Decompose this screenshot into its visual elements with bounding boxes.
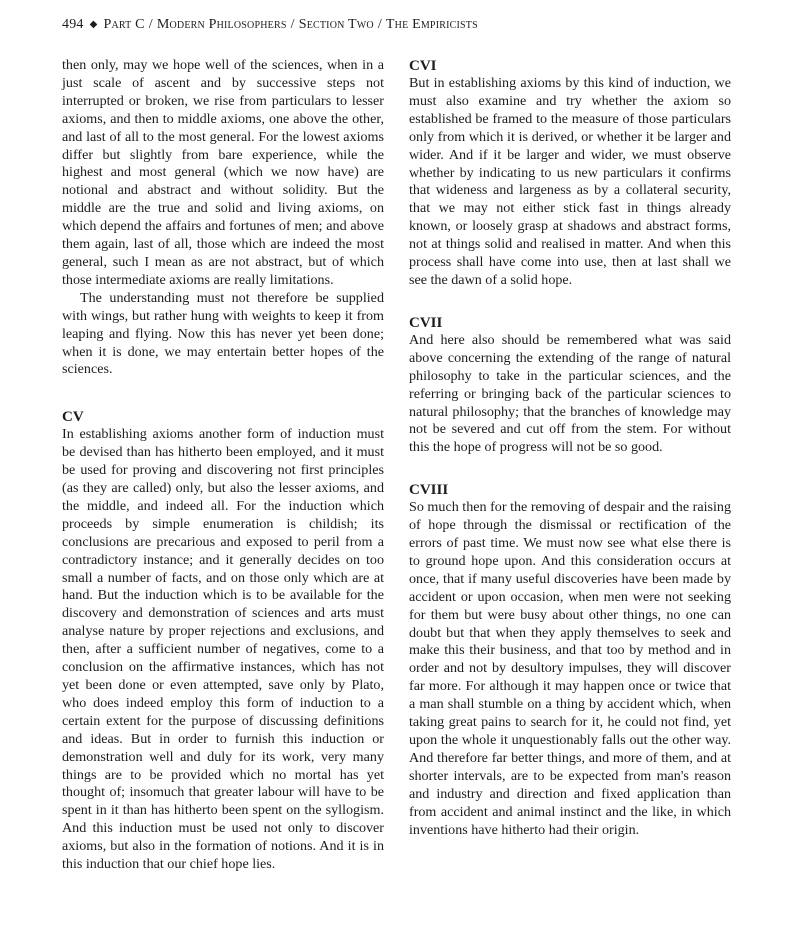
header-section-group: Modern Philosophers (156, 17, 287, 32)
header-chapter: The Empiricists (385, 17, 478, 32)
header-section: Section Two (298, 17, 374, 32)
left-column (62, 57, 384, 874)
paragraph: But in establishing axioms by this kind of induction, we must also examine and try whether the axiom so established be framed to the measure of those particulars only from which it is derived, or whether it be larger and wider. And if it be larger and wider, we must observe whether by indicating to us new particulars it confirms that wideness and largeness as by a collateral security, that we may not either stick fast in things already known, or loosely grasp at shadows and abstract forms, not at things solid and realised in matter. And when this process shall have come into use, then at last shall we see the dawn of a solid hope. (409, 75, 731, 288)
header-separator: / (290, 17, 295, 32)
paragraph: And here also should be remembered what was said above concerning the extending of the range of natural philosophy to take in the particular sciences, and the referring or bringing back of the particular sciences to natural philosophy; that the branches of knowledge may not be severed and cut off from the stem. For without this the hope of progress will not be so good. (409, 331, 731, 456)
page-number: 494 (62, 17, 84, 32)
header-separator: / (377, 17, 382, 32)
section-heading-cvi: CVI (409, 58, 437, 74)
paragraph: then only, may we hope well of the sciences, when in a just scale of ascent and by successive steps not interrupted or broken, we rise from particulars to lesser axioms, and then to middle axioms, one above the other, and last of all to the most general. For the lowest axioms differ but slightly from bare experience, while the highest and most general (which we now have) are notional and abstract and without solidity. But the middle are the true and solid and living axioms, on which depend the affairs and fortunes of men; and above them again, last of all, those which are indeed the most general, such I mean as are not abstract, but of which those intermediate axioms are really limitations. (62, 57, 384, 288)
section-heading-cv: CV (62, 409, 84, 426)
section-heading-cvii: CVII (409, 314, 443, 331)
running-header (62, 17, 478, 33)
header-separator: / (148, 17, 153, 32)
paragraph: The understanding must not therefore be supplied with wings, but rather hung with weights to keep it from leaping and flying. Now this has never yet been done; when it is done, we may entertain better hopes of the sciences. (62, 289, 384, 378)
header-part: Part C (103, 17, 145, 32)
right-column (409, 57, 731, 839)
section-heading-cviii: CVIII (409, 482, 449, 499)
diamond-ornament-icon: ◆ (89, 19, 98, 30)
paragraph: In establishing axioms another form of induction must be devised than has hitherto been employed, and it must be used for proving and discovering not first principles (as they are called) only, but also the lesser axioms, and the middle, and indeed all. For the induction which proceeds by simple enumeration is childish; its conclusions are precarious and exposed to peril from a contradictory instance; and it generally decides on too small a number of facts, and on those only which are at hand. But the induction which is to be available for the discovery and demonstration of sciences and arts must analyse nature by proper rejections and exclusions, and then, after a sufficient number of negatives, come to a conclusion on the affirmative instances, which has not yet been done or even attempted, save only by Plato, who does indeed employ this form of induction to a certain extent for the purpose of discussing definitions and ideas. But in order to furnish this induction or demonstration well and duly for its work, very many things are to be provided which no mortal has yet thought of; insomuch that greater labour will have to be spent in it than has hitherto been spent on the syllogism. And this induction must be used not only to discover axioms, but also in the formation of notions. And it is in this induction that our chief hope lies. (62, 426, 384, 873)
paragraph: So much then for the removing of despair and the raising of hope through the dismissal or rectification of the errors of past time. We must now see what else there is to ground hope upon. And this consideration occurs at once, that if many useful discoveries have been made by accident or upon occasion, when men were not seeking for them but were busy about other things, no one can doubt but that when they apply themselves to seek and make this their business, and that too by method and in order and not by desultory impulses, they will discover far more. For although it may happen once or twice that a man shall stumble on a thing by accident which, when taking great pains to search for it, he could not find, yet upon the whole it unquestionably falls out the other way. And therefore far better things, and more of them, and at shorter intervals, are to be expected from man's reason and industry and direction and fixed application than from accident and animal instinct and the like, in which inventions have hitherto had their origin. (409, 499, 731, 838)
